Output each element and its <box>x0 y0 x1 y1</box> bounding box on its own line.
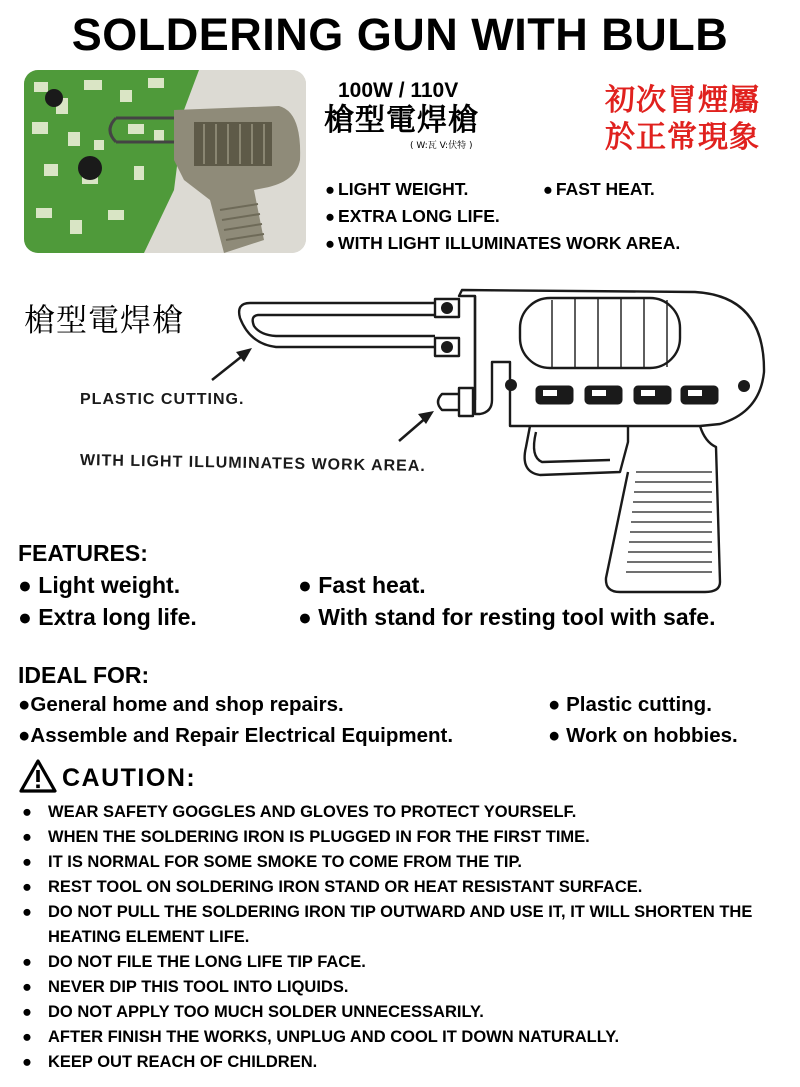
bullet-icon: ● <box>18 724 31 747</box>
bullet-icon: ● <box>22 878 32 896</box>
feature-text: Extra long life. <box>38 604 197 630</box>
caution-text: AFTER FINISH THE WORKS, UNPLUG AND COOL IT DOWN NATURALLY. <box>48 1028 620 1046</box>
caution-heading: CAUTION: <box>62 764 197 792</box>
page-title: SOLDERING GUN WITH BULB <box>71 9 729 60</box>
caution-item <box>22 1050 792 1075</box>
feature-long-life: EXTRA LONG LIFE. <box>338 206 500 226</box>
bullet-icon: ● <box>22 1053 32 1071</box>
feature-text: Fast heat. <box>318 572 426 598</box>
feature-item <box>298 569 426 601</box>
ideal-text: Assemble and Repair Electrical Equipment. <box>30 724 454 747</box>
caution-item <box>22 1000 792 1025</box>
feature-item <box>298 601 716 633</box>
bullet-icon: ● <box>22 828 32 846</box>
bullet-icon: ● <box>548 693 561 716</box>
bullet-icon: ● <box>18 572 32 598</box>
bullet-icon: ● <box>18 693 31 716</box>
caution-text: WEAR SAFETY GOGGLES AND GLOVES TO PROTECT YOURSELF. <box>48 803 577 821</box>
caution-item <box>22 900 768 950</box>
chinese-product-name: 槍型電焊槍 <box>324 103 479 138</box>
caution-text: NEVER DIP THIS TOOL INTO LIQUIDS. <box>48 978 349 996</box>
caution-item <box>22 950 792 975</box>
bullet-icon: ● <box>298 572 312 598</box>
caution-item <box>22 825 792 850</box>
ideal-text: General home and shop repairs. <box>30 693 344 716</box>
ideal-item <box>18 689 344 720</box>
bullet-icon: ● <box>18 604 32 630</box>
ideal-item <box>548 720 738 751</box>
bullet-icon: ● <box>22 953 32 971</box>
bullet-icon: ● <box>542 180 553 199</box>
caution-text: REST TOOL ON SOLDERING IRON STAND OR HEAT RESISTANT SURFACE. <box>48 878 643 896</box>
bullet-icon: ● <box>548 724 561 747</box>
bullet-icon: ● <box>298 604 312 630</box>
ideal-item <box>18 720 453 751</box>
caution-text: KEEP OUT REACH OF CHILDREN. <box>48 1053 318 1071</box>
bullet-icon: ● <box>22 853 32 871</box>
caution-text: WHEN THE SOLDERING IRON IS PLUGGED IN FOR THE FIRST TIME. <box>48 828 590 846</box>
caution-item <box>22 850 792 875</box>
caution-item <box>22 975 792 1000</box>
feature-text: With stand for resting tool with safe. <box>318 604 716 630</box>
power-rating: 100W / 110V <box>338 79 459 102</box>
bullet-icon: ● <box>22 978 32 996</box>
bullet-icon: ● <box>325 234 336 253</box>
caution-text: IT IS NORMAL FOR SOME SMOKE TO COME FROM THE TIP. <box>48 853 522 871</box>
caution-text: DO NOT FILE THE LONG LIFE TIP FACE. <box>48 953 366 971</box>
feature-item <box>18 569 180 601</box>
notice-line: 於正常現象 <box>605 120 760 155</box>
ideal-item <box>548 689 712 720</box>
feature-light: WITH LIGHT ILLUMINATES WORK AREA. <box>338 233 681 253</box>
caution-text: DO NOT PULL THE SOLDERING IRON TIP OUTWARD AND USE IT, IT WILL SHORTEN THE HEATING ELEMENT LIFE. <box>48 903 753 946</box>
caution-item <box>22 1025 792 1050</box>
caution-item <box>22 800 792 825</box>
bullet-icon: ● <box>22 803 32 821</box>
bullet-icon: ● <box>325 207 336 226</box>
units-note: ( W:瓦 V:伏特 ) <box>410 141 473 151</box>
warning-triangle-icon <box>18 758 58 794</box>
label-plastic-cutting: PLASTIC CUTTING. <box>80 391 245 408</box>
notice-line: 初次冒煙屬 <box>605 83 760 118</box>
caution-item <box>22 875 792 900</box>
feature-text: Light weight. <box>38 572 181 598</box>
bullet-icon: ● <box>325 180 336 199</box>
bullet-icon: ● <box>22 1028 32 1046</box>
diagram-chinese-name: 槍型電焊槍 <box>24 303 184 339</box>
bullet-icon: ● <box>22 1003 32 1021</box>
ideal-text: Plastic cutting. <box>566 693 712 716</box>
feature-item <box>18 601 197 633</box>
label-work-light: WITH LIGHT ILLUMINATES WORK AREA. <box>79 452 426 476</box>
ideal-text: Work on hobbies. <box>566 724 738 747</box>
ideal-for-heading: IDEAL FOR: <box>18 662 150 688</box>
bullet-icon: ● <box>22 903 32 921</box>
feature-fast-heat: FAST HEAT. <box>555 179 655 199</box>
caution-list <box>22 800 792 1075</box>
features-heading: FEATURES: <box>18 540 148 566</box>
caution-text: DO NOT APPLY TOO MUCH SOLDER UNNECESSARILY. <box>48 1003 484 1021</box>
pointer-arrows <box>0 0 800 500</box>
feature-light-weight: LIGHT WEIGHT. <box>338 179 469 199</box>
